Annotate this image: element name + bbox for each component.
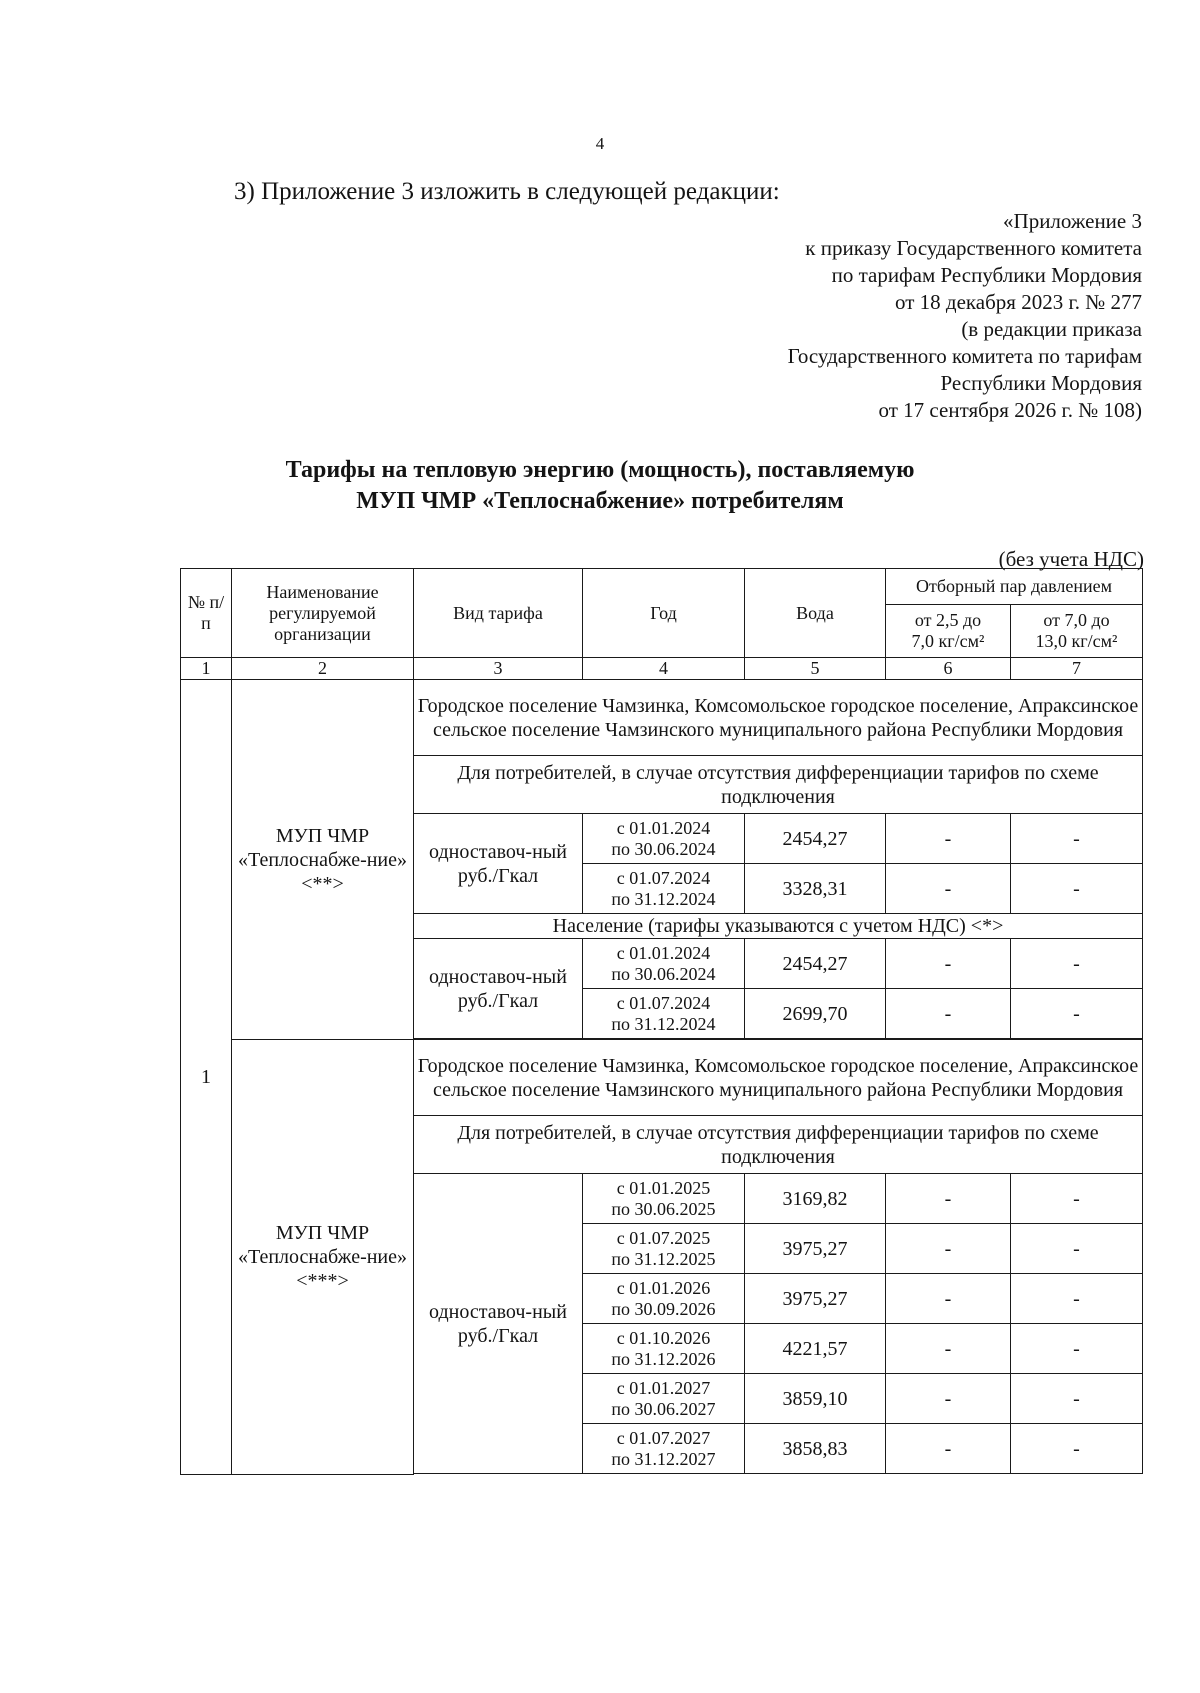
annex-reference bbox=[788, 208, 1142, 424]
annex-line: от 17 сентября 2026 г. № 108) bbox=[878, 398, 1142, 422]
header-steam-1 bbox=[886, 605, 1011, 658]
steam-1-value: - bbox=[886, 1424, 1011, 1474]
steam-1-value: - bbox=[886, 1174, 1011, 1224]
period-cell: с 01.01.2027 по 30.06.2027 bbox=[583, 1374, 745, 1424]
annex-line: (в редакции приказа bbox=[961, 317, 1142, 341]
vat-note: (без учета НДС) bbox=[998, 547, 1144, 571]
period-cell: с 01.07.2027 по 31.12.2027 bbox=[583, 1424, 745, 1474]
col-number: 7 bbox=[1011, 658, 1143, 680]
water-value: 2454,27 bbox=[745, 939, 886, 989]
header-tariff-type: Вид тарифа bbox=[414, 569, 583, 658]
steam-1-value: - bbox=[886, 989, 1011, 1039]
steam-2-value: - bbox=[1011, 1274, 1143, 1324]
annex-line: Государственного комитета по тарифам bbox=[787, 344, 1142, 368]
steam-2-value: - bbox=[1011, 814, 1143, 864]
water-value: 2454,27 bbox=[745, 814, 886, 864]
steam-1-value: - bbox=[886, 1224, 1011, 1274]
territory-row: Городское поселение Чамзинка, Комсомольское городское поселение, Апраксинское сельское поселение Чамзинского муниципального района Республики Мордовия bbox=[414, 680, 1143, 756]
header-num: № п/п bbox=[181, 569, 232, 658]
steam-2-value: - bbox=[1011, 1374, 1143, 1424]
tariff-type-cell: одноставоч-ный руб./Гкал bbox=[414, 1174, 583, 1474]
steam-1-value: - bbox=[886, 1324, 1011, 1374]
steam-2-value: - bbox=[1011, 1324, 1143, 1374]
col-number: 3 bbox=[414, 658, 583, 680]
col-number: 4 bbox=[583, 658, 745, 680]
consumer-group-row: Для потребителей, в случае отсутствия дифференциации тарифов по схеме подключения bbox=[414, 1116, 1143, 1174]
period-cell: с 01.07.2024 по 31.12.2024 bbox=[583, 864, 745, 914]
steam-2-value: - bbox=[1011, 1174, 1143, 1224]
org-name: МУП ЧМР «Теплоснабже-ние» <**> bbox=[232, 680, 414, 1040]
annex-line: Республики Мордовия bbox=[940, 371, 1142, 395]
water-value: 3858,83 bbox=[745, 1424, 886, 1474]
steam-2-value: - bbox=[1011, 864, 1143, 914]
water-value: 3169,82 bbox=[745, 1174, 886, 1224]
steam-2-value: - bbox=[1011, 1424, 1143, 1474]
steam-1-value: - bbox=[886, 1274, 1011, 1324]
steam-2-value: - bbox=[1011, 939, 1143, 989]
page-number: 4 bbox=[595, 134, 605, 153]
territory-row: Городское поселение Чамзинка, Комсомольское городское поселение, Апраксинское сельское поселение Чамзинского муниципального района Республики Мордовия bbox=[414, 1040, 1143, 1116]
period-cell: с 01.01.2024 по 30.06.2024 bbox=[583, 939, 745, 989]
amendment-intro: 3) Приложение 3 изложить в следующей редакции: bbox=[234, 178, 780, 205]
title-line: Тарифы на тепловую энергию (мощность), поставляемую bbox=[285, 457, 915, 483]
period-cell: с 01.01.2025 по 30.06.2025 bbox=[583, 1174, 745, 1224]
header-steam-2-line: 13,0 кг/см² bbox=[1035, 631, 1118, 651]
col-number: 1 bbox=[181, 658, 232, 680]
steam-1-value: - bbox=[886, 939, 1011, 989]
steam-2-value: - bbox=[1011, 1224, 1143, 1274]
period-cell: с 01.07.2024 по 31.12.2024 bbox=[583, 989, 745, 1039]
col-number: 2 bbox=[232, 658, 414, 680]
header-steam-1-line: от 2,5 до bbox=[914, 610, 982, 630]
document-title bbox=[0, 455, 1200, 517]
header-steam: Отборный пар давлением bbox=[886, 569, 1143, 605]
water-value: 2699,70 bbox=[745, 989, 886, 1039]
steam-1-value: - bbox=[886, 814, 1011, 864]
header-org: Наименование регулируемой организации bbox=[232, 569, 414, 658]
row-number: 1 bbox=[181, 680, 232, 1475]
header-steam-2 bbox=[1011, 605, 1143, 658]
title-line: МУП ЧМР «Теплоснабжение» потребителям bbox=[356, 488, 844, 514]
annex-line: к приказу Государственного комитета bbox=[805, 236, 1142, 260]
annex-line: по тарифам Республики Мордовия bbox=[831, 263, 1142, 287]
consumer-group-row: Население (тарифы указываются с учетом НДС) <*> bbox=[414, 914, 1143, 939]
period-cell: с 01.01.2024 по 30.06.2024 bbox=[583, 814, 745, 864]
water-value: 3328,31 bbox=[745, 864, 886, 914]
header-year: Год bbox=[583, 569, 745, 658]
header-water: Вода bbox=[745, 569, 886, 658]
header-steam-2-line: от 7,0 до bbox=[1043, 610, 1110, 630]
consumer-group-row: Для потребителей, в случае отсутствия дифференциации тарифов по схеме подключения bbox=[414, 756, 1143, 814]
water-value: 3859,10 bbox=[745, 1374, 886, 1424]
col-number: 6 bbox=[886, 658, 1011, 680]
annex-line: «Приложение 3 bbox=[1003, 209, 1142, 233]
tariff-table bbox=[180, 568, 1143, 1475]
steam-2-value: - bbox=[1011, 989, 1143, 1039]
water-value: 3975,27 bbox=[745, 1274, 886, 1324]
col-number: 5 bbox=[745, 658, 886, 680]
steam-1-value: - bbox=[886, 864, 1011, 914]
period-cell: с 01.07.2025 по 31.12.2025 bbox=[583, 1224, 745, 1274]
water-value: 3975,27 bbox=[745, 1224, 886, 1274]
steam-1-value: - bbox=[886, 1374, 1011, 1424]
tariff-type-cell: одноставоч-ный руб./Гкал bbox=[414, 814, 583, 914]
tariff-type-cell: одноставоч-ный руб./Гкал bbox=[414, 939, 583, 1039]
period-cell: с 01.01.2026 по 30.09.2026 bbox=[583, 1274, 745, 1324]
period-cell: с 01.10.2026 по 31.12.2026 bbox=[583, 1324, 745, 1374]
org-name: МУП ЧМР «Теплоснабже-ние» <***> bbox=[232, 1040, 414, 1475]
header-steam-1-line: 7,0 кг/см² bbox=[911, 631, 985, 651]
water-value: 4221,57 bbox=[745, 1324, 886, 1374]
annex-line: от 18 декабря 2023 г. № 277 bbox=[895, 290, 1142, 314]
